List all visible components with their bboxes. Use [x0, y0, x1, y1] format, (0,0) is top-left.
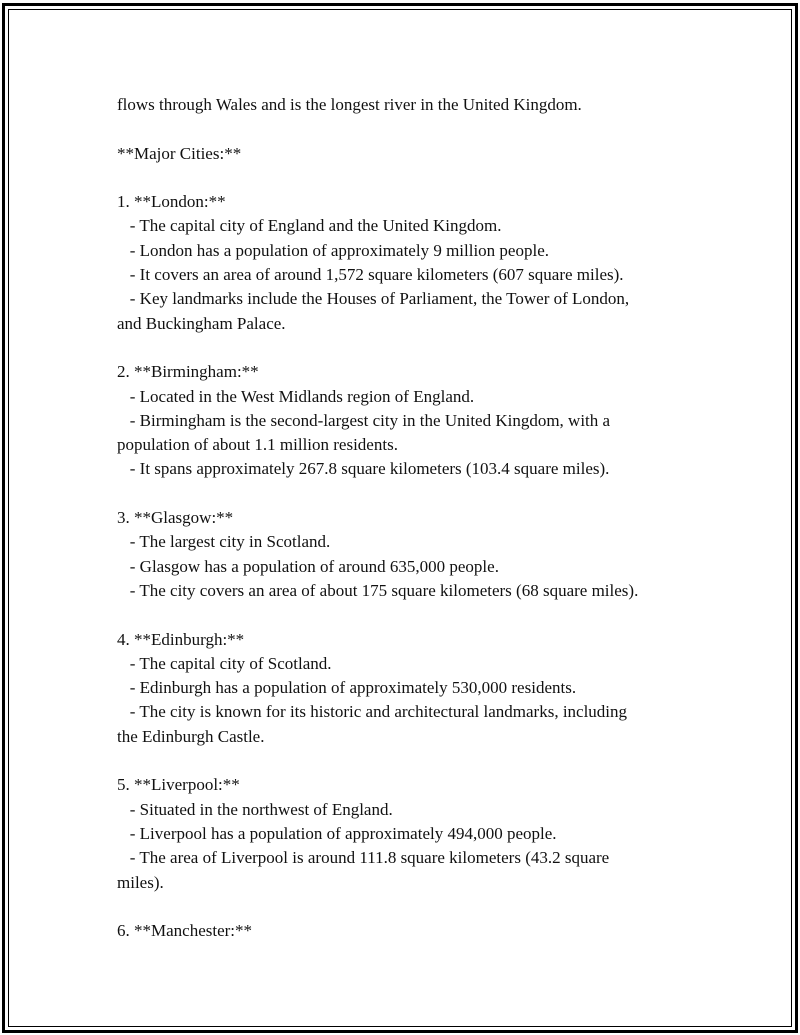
intro-line: flows through Wales and is the longest river in the United Kingdom.	[117, 95, 582, 114]
city-section-glasgow	[117, 506, 692, 603]
city-line: - Situated in the northwest of England.	[117, 799, 393, 819]
city-heading: 4. **Edinburgh:**	[117, 629, 245, 649]
city-section-birmingham	[117, 360, 692, 481]
city-section-liverpool	[117, 773, 692, 894]
city-line: - London has a population of approximately 9 million people.	[117, 240, 549, 260]
city-line: - It spans approximately 267.8 square kilometers (103.4 square miles).	[117, 459, 610, 479]
city-line: - Edinburgh has a population of approximately 530,000 residents.	[117, 678, 577, 698]
document-body	[117, 93, 692, 943]
city-heading: 2. **Birmingham:**	[117, 362, 259, 382]
city-line: - The city is known for its historic and architectural landmarks, including	[117, 702, 628, 722]
blank-line	[117, 749, 692, 773]
city-line: - Liverpool has a population of approximately 494,000 people.	[117, 823, 557, 843]
city-line: and Buckingham Palace.	[117, 313, 286, 333]
city-heading: 6. **Manchester:**	[117, 921, 253, 941]
city-line: - Glasgow has a population of around 635,000 people.	[117, 556, 499, 576]
city-heading: 3. **Glasgow:**	[117, 508, 234, 528]
city-line: - The capital city of Scotland.	[117, 653, 332, 673]
blank-line	[117, 117, 692, 141]
city-heading: 1. **London:**	[117, 192, 226, 212]
city-heading: 5. **Liverpool:**	[117, 775, 240, 795]
city-line: - The capital city of England and the United Kingdom.	[117, 216, 502, 236]
blank-line	[117, 895, 692, 919]
city-section-edinburgh	[117, 628, 692, 749]
blank-line	[117, 166, 692, 190]
city-line: - The largest city in Scotland.	[117, 532, 331, 552]
city-line: - It covers an area of around 1,572 square kilometers (607 square miles).	[117, 265, 624, 285]
city-section-manchester	[117, 919, 692, 943]
city-line: - Key landmarks include the Houses of Parliament, the Tower of London,	[117, 289, 630, 309]
city-line: - The area of Liverpool is around 111.8 square kilometers (43.2 square	[117, 848, 610, 868]
city-line: - Located in the West Midlands region of England.	[117, 386, 475, 406]
blank-line	[117, 603, 692, 627]
city-line: the Edinburgh Castle.	[117, 726, 265, 746]
city-line: - The city covers an area of about 175 square kilometers (68 square miles).	[117, 580, 639, 600]
section-heading: **Major Cities:**	[117, 143, 242, 163]
blank-line	[117, 336, 692, 360]
city-line: population of about 1.1 million residents.	[117, 435, 398, 455]
city-line: miles).	[117, 872, 164, 892]
blank-line	[117, 482, 692, 506]
city-line: - Birmingham is the second-largest city in the United Kingdom, with a	[117, 410, 611, 430]
city-section-london	[117, 190, 692, 336]
